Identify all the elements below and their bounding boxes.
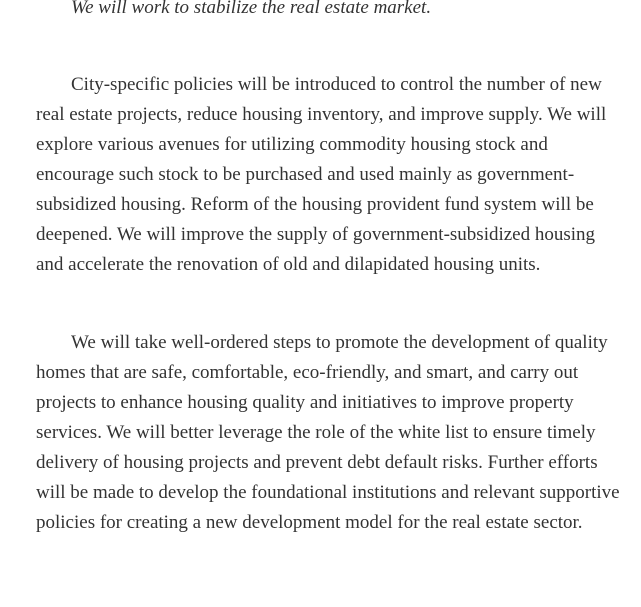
paragraph-quality-homes: We will take well-ordered steps to promote the development of quality homes that are safe, comfortable, eco-friendly, and smart, and carry out projects to enhance housing quality and initiatives to improve property services. We will better leverage the role of the white list to ensure timely delivery of housing projects and prevent debt default risks. Further efforts will be made to develop the foundational institutions and relevant supportive policies for creating a new development model for the real estate sector. — [36, 332, 620, 533]
section-heading: We will work to stabilize the real estate market. — [71, 0, 432, 18]
paragraph-housing-supply: City-specific policies will be introduced to control the number of new real estate projects, reduce housing inventory, and improve supply. We will explore various avenues for utilizing commodity housing stock and encourage such stock to be purchased and used mainly as government-subsidized housing. Reform of the housing provident fund system will be deepened. We will improve the supply of government-subsidized housing and accelerate the renovation of old and dilapidated housing units. — [36, 74, 607, 275]
document-body — [36, 0, 626, 538]
